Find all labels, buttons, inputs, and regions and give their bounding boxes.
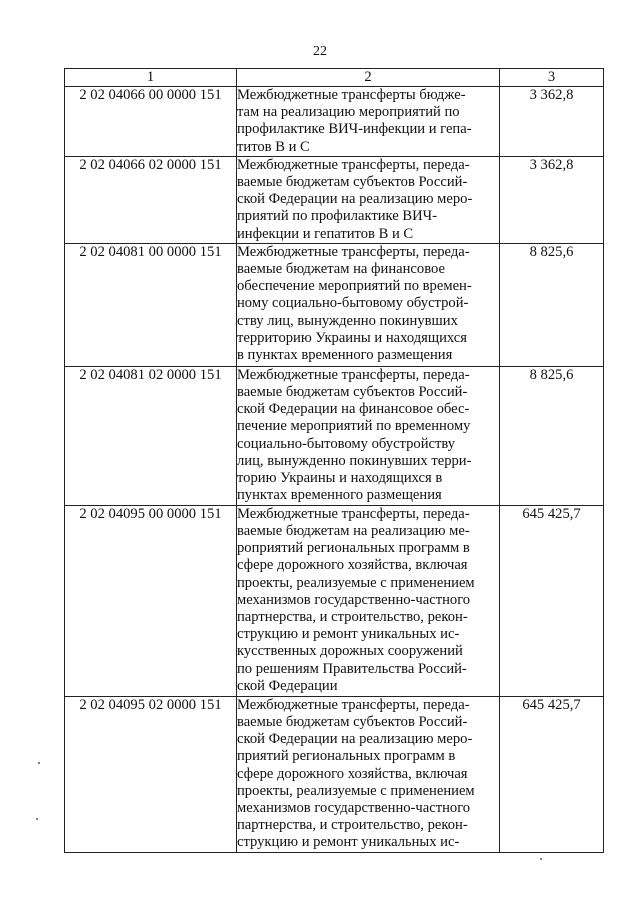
amount: 645 425,7 xyxy=(500,505,604,696)
description xyxy=(237,243,500,366)
table-row xyxy=(65,156,604,243)
description-line: ваемые бюджетам субъектов Россий- xyxy=(237,174,468,191)
description-line: территорию Украины и находящихся xyxy=(237,329,467,346)
description-line: Межбюджетные трансферты, переда- xyxy=(237,696,470,713)
description-line: сфере дорожного хозяйства, включая xyxy=(237,765,468,782)
description-line: приятий региональных программ в xyxy=(237,748,456,765)
description-line: кусственных дорожных сооружений xyxy=(237,643,463,660)
description-line: ству лиц, вынужденно покинувших xyxy=(237,312,458,329)
column-header-3: 3 xyxy=(500,69,604,87)
description-line: Межбюджетные трансферты, переда- xyxy=(237,156,470,173)
description-line: торию Украины и находящихся в xyxy=(237,470,443,487)
description-line: пунктах временного размещения xyxy=(237,487,442,504)
description-line: профилактике ВИЧ-инфекции и гепа- xyxy=(237,121,472,138)
description-line: ской Федерации xyxy=(237,677,338,694)
description-line: Межбюджетные трансферты, переда- xyxy=(237,243,470,260)
column-header-2: 2 xyxy=(237,69,500,87)
description-line: ской Федерации на реализацию меро- xyxy=(237,731,473,748)
description-line: проекты, реализуемые с применением xyxy=(237,782,475,799)
table-row xyxy=(65,505,604,696)
description-line: партнерства, и строительство, рекон- xyxy=(237,817,468,834)
budget-code: 2 02 04066 02 0000 151 xyxy=(65,156,237,243)
description-line: ваемые бюджетам на реализацию ме- xyxy=(237,523,470,540)
description-line: партнерства, и строительство, рекон- xyxy=(237,609,468,626)
table-row xyxy=(65,87,604,157)
description-line: в пунктах временного размещения xyxy=(237,347,453,364)
description-line: там на реализацию мероприятий по xyxy=(237,104,460,121)
description-line: Межбюджетные трансферты, переда- xyxy=(237,505,470,522)
scan-speck xyxy=(38,762,40,764)
table-row xyxy=(65,243,604,366)
table-row xyxy=(65,366,604,505)
budget-code: 2 02 04095 00 0000 151 xyxy=(65,505,237,696)
description-line: Межбюджетные трансферты бюдже- xyxy=(237,87,466,103)
description-line: лиц, вынужденно покинувших терри- xyxy=(237,452,472,469)
description-line: роприятий региональных программ в xyxy=(237,540,470,557)
description-line: ваемые бюджетам на финансовое xyxy=(237,261,445,278)
budget-code: 2 02 04081 00 0000 151 xyxy=(65,243,237,366)
description-line: социально-бытовому обустройству xyxy=(237,435,456,452)
description-line: механизмов государственно-частного xyxy=(237,800,471,817)
description-line: обеспечение мероприятий по времен- xyxy=(237,278,472,295)
amount: 8 825,6 xyxy=(500,243,604,366)
scan-speck xyxy=(540,858,542,860)
amount: 8 825,6 xyxy=(500,366,604,505)
description-line: приятий по профилактике ВИЧ- xyxy=(237,208,438,225)
budget-code: 2 02 04066 00 0000 151 xyxy=(65,87,237,157)
description xyxy=(237,366,500,505)
table-row xyxy=(65,696,604,852)
amount: 3 362,8 xyxy=(500,156,604,243)
description xyxy=(237,505,500,696)
description-line: сфере дорожного хозяйства, включая xyxy=(237,557,468,574)
amount: 3 362,8 xyxy=(500,87,604,157)
description xyxy=(237,87,500,157)
budget-code: 2 02 04095 02 0000 151 xyxy=(65,696,237,852)
description-line: ской Федерации на финансовое обес- xyxy=(237,401,470,418)
description xyxy=(237,696,500,852)
description-line: механизмов государственно-частного xyxy=(237,591,471,608)
description-line: Межбюджетные трансферты, переда- xyxy=(237,366,470,383)
budget-table xyxy=(64,68,604,853)
scan-speck xyxy=(36,818,38,820)
description-line: по решениям Правительства Россий- xyxy=(237,660,467,677)
description-line: проекты, реализуемые с применением xyxy=(237,574,475,591)
column-header-1: 1 xyxy=(65,69,237,87)
description xyxy=(237,156,500,243)
description-line: титов В и С xyxy=(237,138,310,155)
description-line: ному социально-бытовому обустрой- xyxy=(237,295,469,312)
description-line: ской Федерации на реализацию меро- xyxy=(237,191,473,208)
amount: 645 425,7 xyxy=(500,696,604,852)
description-line: ваемые бюджетам субъектов Россий- xyxy=(237,714,468,731)
description-line: инфекции и гепатитов В и С xyxy=(237,225,414,242)
description-line: струкцию и ремонт уникальных ис- xyxy=(237,626,460,643)
description-line: печение мероприятий по временному xyxy=(237,418,471,435)
description-line: ваемые бюджетам субъектов Россий- xyxy=(237,384,468,401)
description-line: струкцию и ремонт уникальных ис- xyxy=(237,834,460,851)
budget-code: 2 02 04081 02 0000 151 xyxy=(65,366,237,505)
table-header-row xyxy=(65,69,604,87)
page-number: 22 xyxy=(313,44,327,59)
